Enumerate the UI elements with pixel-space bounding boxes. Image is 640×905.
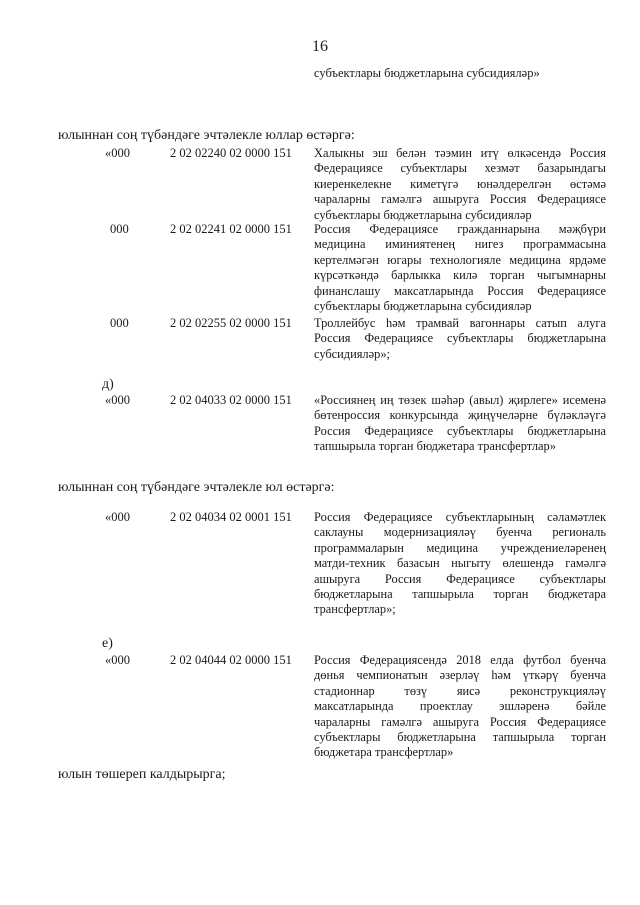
heading-add-line: юлыннан соң түбәндәге эчтәлекле юл өстәргә:: [58, 480, 335, 495]
subsection-letter-d: д): [102, 377, 114, 392]
description-line: финанслашу максатларында Россия Федерациясе: [314, 283, 606, 298]
heading-add-lines: юлыннан соң түбәндәге эчтәлекле юллар өстәргә:: [58, 128, 355, 143]
budget-code: 2 02 02240 02 0000 151: [170, 146, 292, 160]
code-description: [314, 510, 606, 618]
description-line: күрсәткәндә барлыкка килә торган чыгымнарны: [314, 268, 606, 283]
description-line: ашыруга Россия Федерациясе субъектлары: [314, 571, 606, 586]
description-line: тапшырыла торган бюджетара трансфертлар»: [314, 439, 556, 454]
description-line: Халыкны эш белән тәэмин итү өлкәсендә Россия: [314, 146, 606, 160]
budget-code: 2 02 02255 02 0000 151: [170, 316, 292, 330]
description-line: субсидияләр»;: [314, 346, 390, 361]
code-description: [314, 393, 606, 455]
subsection-letter-e: е): [102, 636, 113, 651]
code-description: [314, 316, 606, 362]
code-prefix: «000: [105, 510, 130, 524]
description-line: бюджетара трансфертлар»: [314, 745, 454, 760]
code-prefix: «000: [105, 653, 130, 667]
description-line: максатларында проектлау эшләренә бәйле: [314, 699, 606, 714]
budget-code: 2 02 04034 02 0001 151: [170, 510, 292, 524]
description-line: трансфертлар»;: [314, 602, 396, 617]
description-line: бюджетларына тапшырыла торган бюджетара: [314, 587, 606, 602]
closing-instruction: юлын төшереп калдырырга;: [58, 767, 226, 782]
description-line: «Россиянең иң төзек шәһәр (авыл) җирлеге» исеменә: [314, 393, 606, 407]
code-prefix: 000: [110, 316, 129, 330]
description-line: киеренкелекне киметүгә юнәлдерелгән өстәмә: [314, 176, 606, 191]
description-line: чараларны гамәлгә ашыруга Россия Федерациясе: [314, 192, 606, 207]
code-description: [314, 222, 606, 314]
code-prefix: 000: [110, 222, 129, 236]
budget-code: 2 02 04044 02 0000 151: [170, 653, 292, 667]
description-line: дөнья чемпионатын әзерләү һәм үткәрү буенча: [314, 668, 606, 683]
description-line: субъектлары бюджетларына субсидияләр: [314, 299, 532, 314]
code-description: [314, 653, 606, 761]
description-line: Россия Федерациясе субъектларының сәламәтлек: [314, 510, 606, 524]
description-line: Троллейбус һәм трамвай вагоннары сатып алуга: [314, 316, 606, 330]
description-line: бөтенроссия конкурсында җиңүчеләрне бүләкләүгә: [314, 408, 606, 423]
code-prefix: «000: [105, 146, 130, 160]
code-description: [314, 146, 606, 223]
description-line: матди-техник базасын ныгыту өлешендә гамәлгә: [314, 556, 606, 571]
budget-code: 2 02 04033 02 0000 151: [170, 393, 292, 407]
top-continuation-line: субъектлары бюджетларына субсидияләр»: [314, 66, 540, 80]
description-line: субъектлары бюджетларына субсидияләр: [314, 207, 532, 222]
page-number: 16: [312, 38, 328, 55]
description-line: Россия Федерациясе субъектлары бюджетларына: [314, 423, 606, 438]
description-line: Россия Федерациясендә 2018 елда футбол буенча: [314, 653, 606, 667]
description-line: кертелмәгән югары технологияле медицина ярдәме: [314, 252, 606, 267]
description-line: Федерациясе субъектлары хезмәт базарындагы: [314, 161, 606, 176]
description-line: программаларын медицина учреждениеләренең: [314, 540, 606, 555]
description-line: саклауны модернизацияләү буенча региональ: [314, 525, 606, 540]
description-line: Россия Федерациясе субъектлары бюджетларына: [314, 331, 606, 346]
code-prefix: «000: [105, 393, 130, 407]
description-line: субъектлары бюджетларына тапшырыла торган: [314, 730, 606, 745]
description-line: чараларны гамәлгә ашыруга Россия Федерациясе: [314, 714, 606, 729]
budget-code: 2 02 02241 02 0000 151: [170, 222, 292, 236]
description-line: медицина иминиятенең нигез программасына: [314, 237, 606, 252]
description-line: стадионнар төзү яисә реконструкцияләү: [314, 683, 606, 698]
description-line: Россия Федерациясе гражданнарына мәҗбүри: [314, 222, 606, 236]
